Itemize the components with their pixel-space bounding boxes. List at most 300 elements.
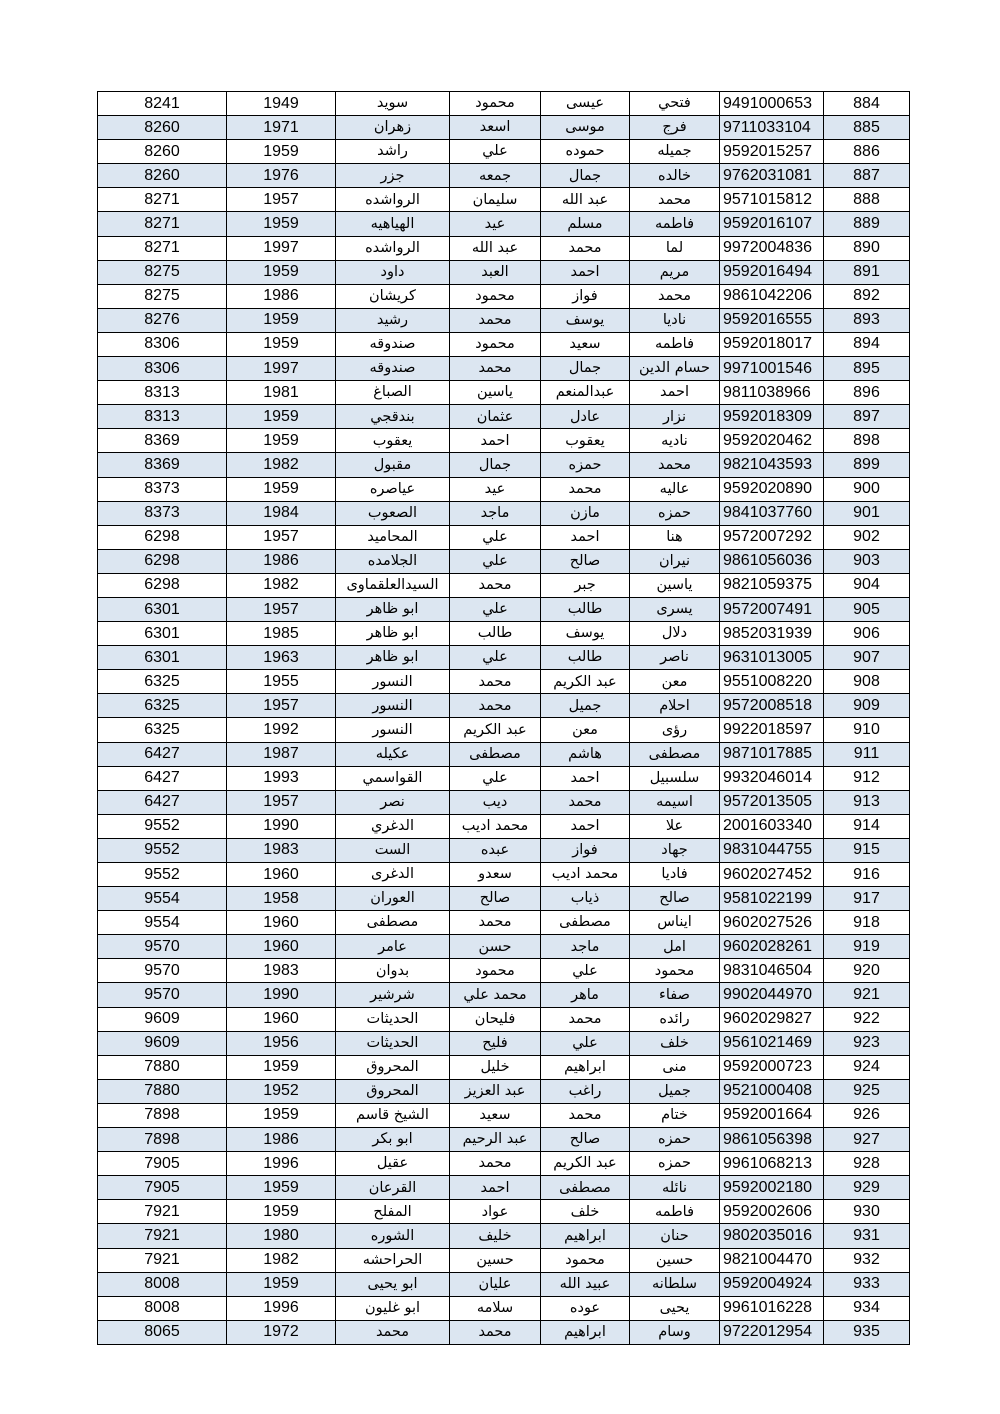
national-id-cell: 2001603340	[720, 814, 824, 838]
national-id-cell: 9602029827	[720, 1007, 824, 1031]
family-name-cell: عياصره	[336, 477, 450, 501]
code-cell: 8275	[98, 284, 227, 308]
first-name-cell: رائده	[630, 1007, 720, 1031]
table-row	[98, 116, 910, 140]
serial-number-cell: 935	[824, 1320, 910, 1344]
serial-number-cell: 909	[824, 694, 910, 718]
father-name-cell: محمد	[541, 236, 630, 260]
national-id-cell: 9592002606	[720, 1200, 824, 1224]
family-name-cell: راشد	[336, 140, 450, 164]
birth-year-cell: 1959	[227, 1103, 336, 1127]
family-name-cell: المحروق	[336, 1079, 450, 1103]
father-name-cell: فواز	[541, 284, 630, 308]
national-id-cell: 9861042206	[720, 284, 824, 308]
code-cell: 9570	[98, 935, 227, 959]
family-name-cell: شرشير	[336, 983, 450, 1007]
grandfather-name-cell: خليل	[450, 1055, 541, 1079]
table-row	[98, 959, 910, 983]
code-cell: 7921	[98, 1224, 227, 1248]
serial-number-cell: 903	[824, 549, 910, 573]
family-name-cell: عكيله	[336, 742, 450, 766]
family-name-cell: القواسمي	[336, 766, 450, 790]
birth-year-cell: 1960	[227, 863, 336, 887]
code-cell: 8241	[98, 92, 227, 116]
birth-year-cell: 1960	[227, 911, 336, 935]
birth-year-cell: 1981	[227, 381, 336, 405]
father-name-cell: عبدالمنعم	[541, 381, 630, 405]
father-name-cell: هاشم	[541, 742, 630, 766]
father-name-cell: احمد	[541, 814, 630, 838]
birth-year-cell: 1987	[227, 742, 336, 766]
first-name-cell: ايناس	[630, 911, 720, 935]
code-cell: 8373	[98, 477, 227, 501]
serial-number-cell: 913	[824, 790, 910, 814]
family-name-cell: ابو بكر	[336, 1128, 450, 1152]
code-cell: 7905	[98, 1176, 227, 1200]
father-name-cell: صالح	[541, 1128, 630, 1152]
family-name-cell: داود	[336, 260, 450, 284]
code-cell: 8313	[98, 381, 227, 405]
first-name-cell: فاديا	[630, 863, 720, 887]
father-name-cell: علي	[541, 959, 630, 983]
family-name-cell: النسور	[336, 694, 450, 718]
birth-year-cell: 1952	[227, 1079, 336, 1103]
table-row	[98, 670, 910, 694]
birth-year-cell: 1959	[227, 477, 336, 501]
father-name-cell: مسلم	[541, 212, 630, 236]
serial-number-cell: 888	[824, 188, 910, 212]
grandfather-name-cell: محمد	[450, 308, 541, 332]
first-name-cell: دلال	[630, 622, 720, 646]
grandfather-name-cell: عبد الرحيم	[450, 1128, 541, 1152]
father-name-cell: احمد	[541, 260, 630, 284]
grandfather-name-cell: ماجد	[450, 501, 541, 525]
family-name-cell: الرواشده	[336, 188, 450, 212]
grandfather-name-cell: فليح	[450, 1031, 541, 1055]
grandfather-name-cell: محمود	[450, 332, 541, 356]
birth-year-cell: 1986	[227, 284, 336, 308]
national-id-cell: 9592016494	[720, 260, 824, 284]
family-name-cell: الصباغ	[336, 381, 450, 405]
grandfather-name-cell: محمد	[450, 1152, 541, 1176]
family-name-cell: السيدالعلقماوى	[336, 573, 450, 597]
birth-year-cell: 1997	[227, 357, 336, 381]
first-name-cell: رؤى	[630, 718, 720, 742]
grandfather-name-cell: حسن	[450, 935, 541, 959]
family-name-cell: الحديثات	[336, 1031, 450, 1055]
first-name-cell: عاليه	[630, 477, 720, 501]
birth-year-cell: 1949	[227, 92, 336, 116]
birth-year-cell: 1957	[227, 597, 336, 621]
table-row	[98, 284, 910, 308]
table-row	[98, 1103, 910, 1127]
table-row	[98, 622, 910, 646]
table-row	[98, 1128, 910, 1152]
father-name-cell: محمد	[541, 1103, 630, 1127]
first-name-cell: علا	[630, 814, 720, 838]
national-id-cell: 9711033104	[720, 116, 824, 140]
birth-year-cell: 1972	[227, 1320, 336, 1344]
national-id-cell: 9592018309	[720, 405, 824, 429]
national-id-cell: 9592000723	[720, 1055, 824, 1079]
first-name-cell: حمزه	[630, 1152, 720, 1176]
table-row	[98, 188, 910, 212]
birth-year-cell: 1963	[227, 646, 336, 670]
national-id-cell: 9592016555	[720, 308, 824, 332]
birth-year-cell: 1996	[227, 1152, 336, 1176]
national-id-cell: 9831044755	[720, 838, 824, 862]
family-name-cell: الدغري	[336, 814, 450, 838]
records-table-body	[98, 92, 910, 1345]
family-name-cell: الحراحشه	[336, 1248, 450, 1272]
serial-number-cell: 898	[824, 429, 910, 453]
family-name-cell: الدغرى	[336, 863, 450, 887]
first-name-cell: سلسبيل	[630, 766, 720, 790]
birth-year-cell: 1959	[227, 140, 336, 164]
grandfather-name-cell: محمد	[450, 670, 541, 694]
first-name-cell: وسام	[630, 1320, 720, 1344]
family-name-cell: المحروق	[336, 1055, 450, 1079]
table-row	[98, 549, 910, 573]
family-name-cell: النسور	[336, 670, 450, 694]
first-name-cell: ياسين	[630, 573, 720, 597]
father-name-cell: يوسف	[541, 622, 630, 646]
grandfather-name-cell: احمد	[450, 429, 541, 453]
table-row	[98, 1079, 910, 1103]
code-cell: 6325	[98, 694, 227, 718]
birth-year-cell: 1983	[227, 959, 336, 983]
father-name-cell: محمد	[541, 477, 630, 501]
grandfather-name-cell: محمد	[450, 1320, 541, 1344]
code-cell: 8065	[98, 1320, 227, 1344]
father-name-cell: عوده	[541, 1296, 630, 1320]
first-name-cell: ناديه	[630, 429, 720, 453]
national-id-cell: 9902044970	[720, 983, 824, 1007]
serial-number-cell: 924	[824, 1055, 910, 1079]
table-row	[98, 863, 910, 887]
national-id-cell: 9491000653	[720, 92, 824, 116]
national-id-cell: 9821043593	[720, 453, 824, 477]
national-id-cell: 9821004470	[720, 1248, 824, 1272]
grandfather-name-cell: علي	[450, 766, 541, 790]
national-id-cell: 9572008518	[720, 694, 824, 718]
birth-year-cell: 1984	[227, 501, 336, 525]
birth-year-cell: 1990	[227, 983, 336, 1007]
national-id-cell: 9961068213	[720, 1152, 824, 1176]
grandfather-name-cell: صالح	[450, 887, 541, 911]
table-row	[98, 1224, 910, 1248]
serial-number-cell: 902	[824, 525, 910, 549]
serial-number-cell: 893	[824, 308, 910, 332]
family-name-cell: جزر	[336, 164, 450, 188]
grandfather-name-cell: محمد	[450, 357, 541, 381]
father-name-cell: محمد اديب	[541, 863, 630, 887]
grandfather-name-cell: اسعد	[450, 116, 541, 140]
serial-number-cell: 930	[824, 1200, 910, 1224]
birth-year-cell: 1957	[227, 188, 336, 212]
first-name-cell: حسام الدين	[630, 357, 720, 381]
national-id-cell: 9592020462	[720, 429, 824, 453]
grandfather-name-cell: سعدو	[450, 863, 541, 887]
first-name-cell: خالده	[630, 164, 720, 188]
table-row	[98, 140, 910, 164]
first-name-cell: امل	[630, 935, 720, 959]
code-cell: 9554	[98, 887, 227, 911]
grandfather-name-cell: ديب	[450, 790, 541, 814]
serial-number-cell: 905	[824, 597, 910, 621]
code-cell: 7921	[98, 1248, 227, 1272]
code-cell: 8306	[98, 332, 227, 356]
serial-number-cell: 894	[824, 332, 910, 356]
grandfather-name-cell: عواد	[450, 1200, 541, 1224]
code-cell: 6301	[98, 622, 227, 646]
code-cell: 9552	[98, 863, 227, 887]
code-cell: 8313	[98, 405, 227, 429]
table-row	[98, 1248, 910, 1272]
code-cell: 6298	[98, 549, 227, 573]
national-id-cell: 9521000408	[720, 1079, 824, 1103]
first-name-cell: نزار	[630, 405, 720, 429]
birth-year-cell: 1959	[227, 429, 336, 453]
code-cell: 6427	[98, 790, 227, 814]
code-cell: 7880	[98, 1055, 227, 1079]
national-id-cell: 9572007292	[720, 525, 824, 549]
table-row	[98, 887, 910, 911]
national-id-cell: 9592016107	[720, 212, 824, 236]
first-name-cell: اسيمه	[630, 790, 720, 814]
first-name-cell: ناصر	[630, 646, 720, 670]
father-name-cell: محمد	[541, 1007, 630, 1031]
code-cell: 6325	[98, 718, 227, 742]
birth-year-cell: 1992	[227, 718, 336, 742]
birth-year-cell: 1956	[227, 1031, 336, 1055]
father-name-cell: عبد الله	[541, 188, 630, 212]
grandfather-name-cell: محمود	[450, 959, 541, 983]
grandfather-name-cell: محمد اديب	[450, 814, 541, 838]
serial-number-cell: 890	[824, 236, 910, 260]
father-name-cell: عبيد الله	[541, 1272, 630, 1296]
table-row	[98, 164, 910, 188]
family-name-cell: الحديثات	[336, 1007, 450, 1031]
grandfather-name-cell: حسين	[450, 1248, 541, 1272]
grandfather-name-cell: فليحان	[450, 1007, 541, 1031]
grandfather-name-cell: طالب	[450, 622, 541, 646]
first-name-cell: صالح	[630, 887, 720, 911]
national-id-cell: 9831046504	[720, 959, 824, 983]
first-name-cell: ختام	[630, 1103, 720, 1127]
grandfather-name-cell: محمد	[450, 694, 541, 718]
birth-year-cell: 1976	[227, 164, 336, 188]
code-cell: 8271	[98, 212, 227, 236]
birth-year-cell: 1996	[227, 1296, 336, 1320]
table-row	[98, 236, 910, 260]
code-cell: 9570	[98, 983, 227, 1007]
code-cell: 8373	[98, 501, 227, 525]
records-table	[97, 91, 910, 1345]
first-name-cell: احمد	[630, 381, 720, 405]
father-name-cell: ابراهيم	[541, 1055, 630, 1079]
father-name-cell: طالب	[541, 646, 630, 670]
father-name-cell: جمال	[541, 357, 630, 381]
table-row	[98, 1055, 910, 1079]
serial-number-cell: 931	[824, 1224, 910, 1248]
serial-number-cell: 923	[824, 1031, 910, 1055]
grandfather-name-cell: محمد	[450, 573, 541, 597]
grandfather-name-cell: جمال	[450, 453, 541, 477]
family-name-cell: الشيخ قاسم	[336, 1103, 450, 1127]
code-cell: 9609	[98, 1031, 227, 1055]
code-cell: 8369	[98, 453, 227, 477]
code-cell: 8276	[98, 308, 227, 332]
birth-year-cell: 1957	[227, 790, 336, 814]
birth-year-cell: 1959	[227, 405, 336, 429]
serial-number-cell: 885	[824, 116, 910, 140]
table-row	[98, 1007, 910, 1031]
grandfather-name-cell: عيد	[450, 477, 541, 501]
serial-number-cell: 921	[824, 983, 910, 1007]
serial-number-cell: 886	[824, 140, 910, 164]
grandfather-name-cell: عبد الله	[450, 236, 541, 260]
grandfather-name-cell: عبد الكريم	[450, 718, 541, 742]
table-row	[98, 838, 910, 862]
father-name-cell: احمد	[541, 525, 630, 549]
father-name-cell: علي	[541, 1031, 630, 1055]
family-name-cell: كريشان	[336, 284, 450, 308]
father-name-cell: صالح	[541, 549, 630, 573]
birth-year-cell: 1986	[227, 549, 336, 573]
birth-year-cell: 1986	[227, 1128, 336, 1152]
father-name-cell: طالب	[541, 597, 630, 621]
national-id-cell: 9972004836	[720, 236, 824, 260]
birth-year-cell: 1959	[227, 212, 336, 236]
family-name-cell: رشيد	[336, 308, 450, 332]
first-name-cell: حنان	[630, 1224, 720, 1248]
family-name-cell: المفلح	[336, 1200, 450, 1224]
serial-number-cell: 899	[824, 453, 910, 477]
family-name-cell: عقيل	[336, 1152, 450, 1176]
first-name-cell: معن	[630, 670, 720, 694]
family-name-cell: الهياهيه	[336, 212, 450, 236]
code-cell: 8008	[98, 1272, 227, 1296]
serial-number-cell: 889	[824, 212, 910, 236]
code-cell: 7898	[98, 1103, 227, 1127]
serial-number-cell: 922	[824, 1007, 910, 1031]
table-row	[98, 718, 910, 742]
first-name-cell: منى	[630, 1055, 720, 1079]
grandfather-name-cell: عبد العزيز	[450, 1079, 541, 1103]
serial-number-cell: 911	[824, 742, 910, 766]
grandfather-name-cell: جمعه	[450, 164, 541, 188]
national-id-cell: 9852031939	[720, 622, 824, 646]
national-id-cell: 9602027526	[720, 911, 824, 935]
serial-number-cell: 916	[824, 863, 910, 887]
code-cell: 8008	[98, 1296, 227, 1320]
table-row	[98, 92, 910, 116]
serial-number-cell: 934	[824, 1296, 910, 1320]
national-id-cell: 9802035016	[720, 1224, 824, 1248]
first-name-cell: محمود	[630, 959, 720, 983]
birth-year-cell: 1955	[227, 670, 336, 694]
grandfather-name-cell: عليان	[450, 1272, 541, 1296]
table-row	[98, 429, 910, 453]
serial-number-cell: 914	[824, 814, 910, 838]
father-name-cell: عبد الكريم	[541, 1152, 630, 1176]
table-row	[98, 742, 910, 766]
first-name-cell: حمزه	[630, 501, 720, 525]
birth-year-cell: 1960	[227, 935, 336, 959]
family-name-cell: محمد	[336, 1320, 450, 1344]
serial-number-cell: 887	[824, 164, 910, 188]
table-row	[98, 766, 910, 790]
code-cell: 8271	[98, 188, 227, 212]
table-row	[98, 332, 910, 356]
table-row	[98, 935, 910, 959]
birth-year-cell: 1957	[227, 525, 336, 549]
grandfather-name-cell: علي	[450, 549, 541, 573]
national-id-cell: 9571015812	[720, 188, 824, 212]
national-id-cell: 9581022199	[720, 887, 824, 911]
birth-year-cell: 1959	[227, 1055, 336, 1079]
table-row	[98, 1272, 910, 1296]
national-id-cell: 9592020890	[720, 477, 824, 501]
national-id-cell: 9561021469	[720, 1031, 824, 1055]
table-row	[98, 212, 910, 236]
national-id-cell: 9841037760	[720, 501, 824, 525]
first-name-cell: جميله	[630, 140, 720, 164]
birth-year-cell: 1997	[227, 236, 336, 260]
grandfather-name-cell: عيد	[450, 212, 541, 236]
grandfather-name-cell: عثمان	[450, 405, 541, 429]
serial-number-cell: 908	[824, 670, 910, 694]
birth-year-cell: 1982	[227, 453, 336, 477]
table-row	[98, 308, 910, 332]
family-name-cell: سويد	[336, 92, 450, 116]
code-cell: 9570	[98, 959, 227, 983]
family-name-cell: بدوان	[336, 959, 450, 983]
father-name-cell: خلف	[541, 1200, 630, 1224]
table-row	[98, 694, 910, 718]
code-cell: 8306	[98, 357, 227, 381]
first-name-cell: صفاء	[630, 983, 720, 1007]
national-id-cell: 9572007491	[720, 597, 824, 621]
code-cell: 9552	[98, 814, 227, 838]
national-id-cell: 9551008220	[720, 670, 824, 694]
code-cell: 8275	[98, 260, 227, 284]
table-row	[98, 477, 910, 501]
serial-number-cell: 912	[824, 766, 910, 790]
code-cell: 7905	[98, 1152, 227, 1176]
first-name-cell: سلطانه	[630, 1272, 720, 1296]
table-row	[98, 790, 910, 814]
first-name-cell: نائله	[630, 1176, 720, 1200]
family-name-cell: بندقجي	[336, 405, 450, 429]
family-name-cell: الصعوب	[336, 501, 450, 525]
national-id-cell: 9871017885	[720, 742, 824, 766]
grandfather-name-cell: علي	[450, 646, 541, 670]
serial-number-cell: 900	[824, 477, 910, 501]
grandfather-name-cell: علي	[450, 525, 541, 549]
serial-number-cell: 933	[824, 1272, 910, 1296]
national-id-cell: 9592002180	[720, 1176, 824, 1200]
table-row	[98, 1320, 910, 1344]
family-name-cell: الست	[336, 838, 450, 862]
father-name-cell: محمد	[541, 790, 630, 814]
code-cell: 9554	[98, 911, 227, 935]
father-name-cell: مصطفى	[541, 1176, 630, 1200]
first-name-cell: حسين	[630, 1248, 720, 1272]
national-id-cell: 9592001664	[720, 1103, 824, 1127]
table-row	[98, 646, 910, 670]
